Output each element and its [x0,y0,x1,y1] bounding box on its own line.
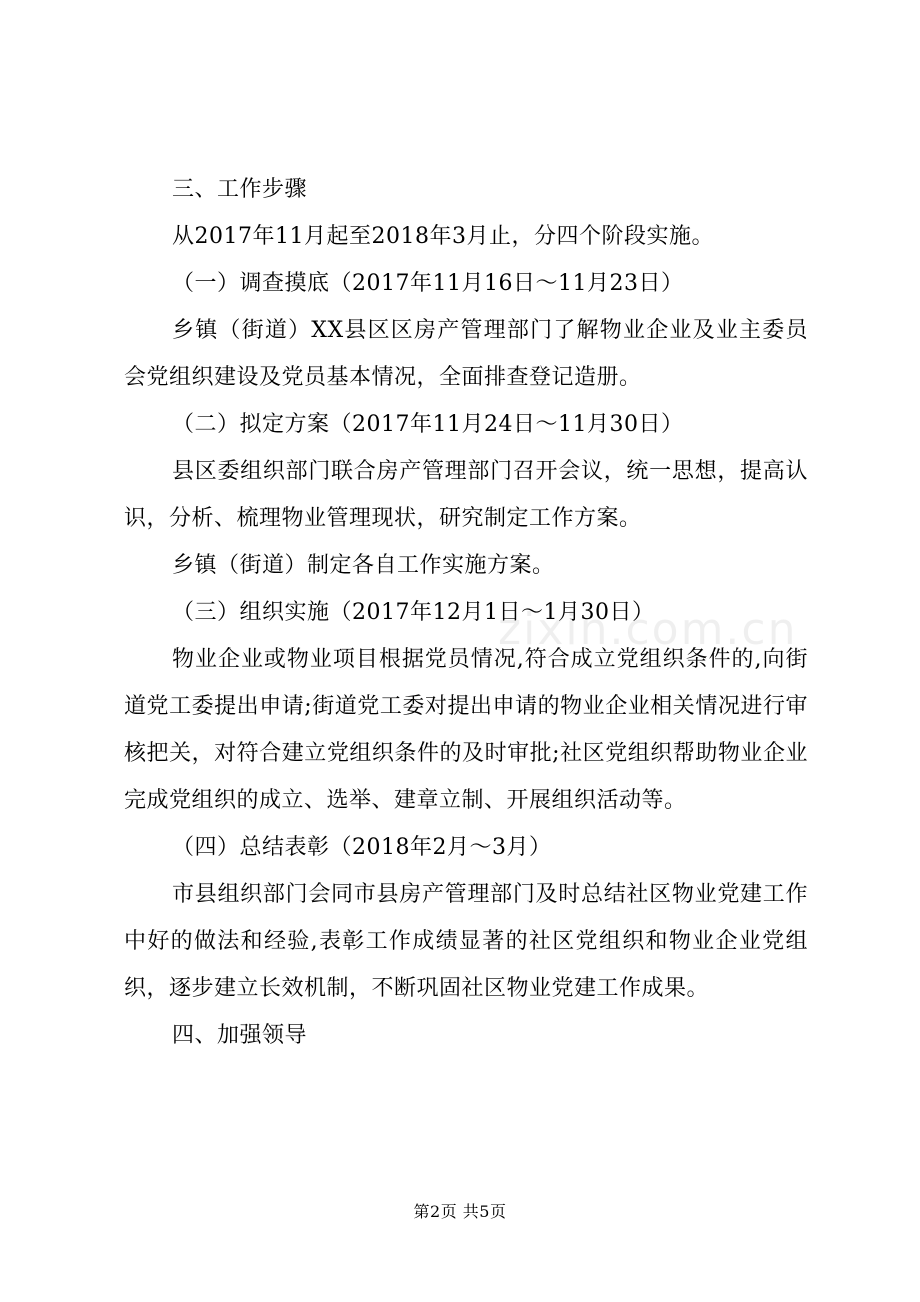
paragraph-plan: 县区委组织部门联合房产管理部门召开会议，统一思想，提高认识，分析、梳理物业管理现状，研究制定工作方案。 [124,459,808,531]
stage-heading-summary: （四）总结表彰（2018年2月～3月） [172,835,552,860]
section-heading-leadership: 四、加强领导 [172,1023,308,1048]
page-number-footer: 第2页 共5页 [413,1202,507,1221]
document-body [124,166,808,1059]
paragraph-schedule-overview: 从2017年11月起至2018年3月止，分四个阶段实施。 [172,224,714,249]
stage-heading-plan: （二）拟定方案（2017年11月24日～11月30日） [172,412,684,437]
stage-heading-survey: （一）调查摸底（2017年11月16日～11月23日） [172,271,684,296]
watermark: zixin.com.cn [498,604,798,655]
paragraph-plan-township: 乡镇（街道）制定各自工作实施方案。 [172,553,555,578]
paragraph-implementation: 物业企业或物业项目根据党员情况,符合成立党组织条件的,向街道党工委提出申请;街道党工委对提出申请的物业企业相关情况进行审核把关，对符合建立党组织条件的及时审批;社区党组织帮助物业企业完成党组织的成立、选举、建章立制、开展组织活动等。 [124,647,808,813]
paragraph-summary: 市县组织部门会同市县房产管理部门及时总结社区物业党建工作中好的做法和经验,表彰工作成绩显著的社区党组织和物业企业党组织，逐步建立长效机制，不断巩固社区物业党建工作成果。 [124,882,808,1001]
stage-heading-implementation: （三）组织实施（2017年12月1日～1月30日） [172,600,655,625]
section-heading-work-steps: 三、工作步骤 [172,177,308,202]
paragraph-survey: 乡镇（街道）XX县区区房产管理部门了解物业企业及业主委员会党组织建设及党员基本情况，全面排查登记造册。 [124,318,808,390]
